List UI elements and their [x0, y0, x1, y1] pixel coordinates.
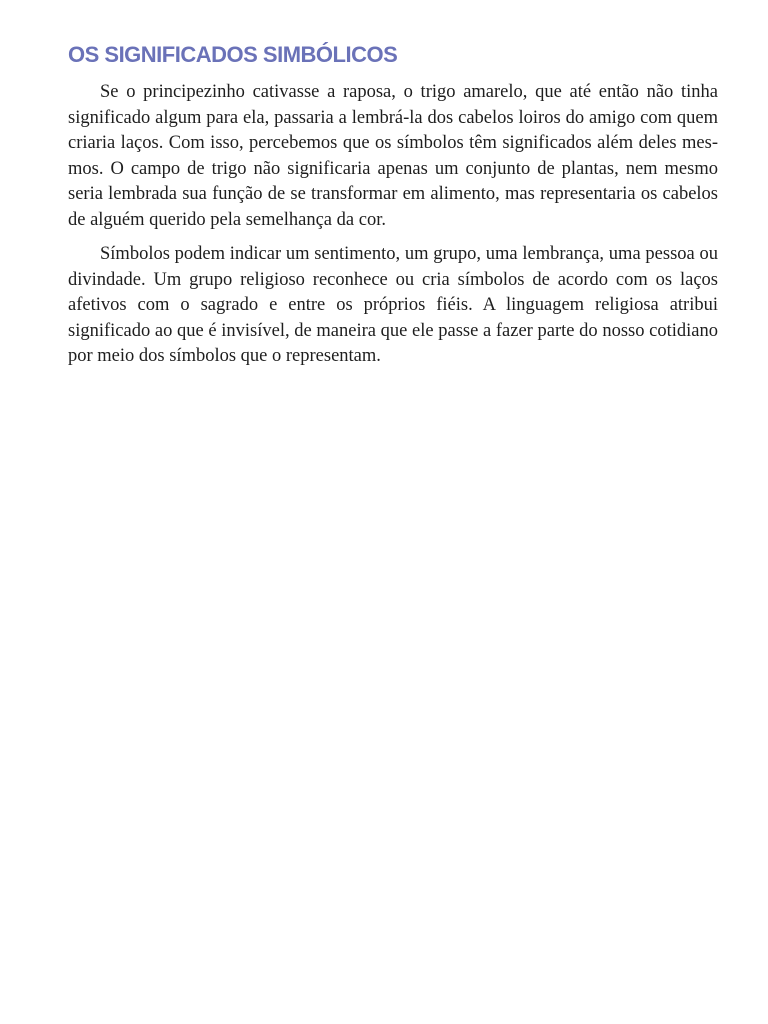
paragraph-1: Se o principezinho cativasse a raposa, o trigo amarelo, que até então não tinha significado algum para ela, passaria a lembrá-la dos cabelos loiros do amigo com quem criaria laços. Com isso, percebemos que os símbolos têm significados além deles mesmos. O campo de trigo não significaria apenas um conjunto de plantas, nem mesmo seria lembrada sua função de se transformar em alimento, mas representaria os cabelos de alguém querido pela semelhança da cor. [68, 82, 718, 230]
section-title: OS SIGNIFICADOS SIMBÓLICOS [68, 42, 398, 67]
paragraph-2: Símbolos podem indicar um sentimento, um grupo, uma lembrança, uma pessoa ou divindade. Um grupo religioso reconhece ou cria símbolos de acordo com os laços afetivos com o sagrado e entre os próprios fiéis. A linguagem religiosa atribui significado ao que é invisível, de maneira que ele passe a fazer parte do nosso cotidiano por meio dos símbolos que o representam. [68, 244, 718, 366]
